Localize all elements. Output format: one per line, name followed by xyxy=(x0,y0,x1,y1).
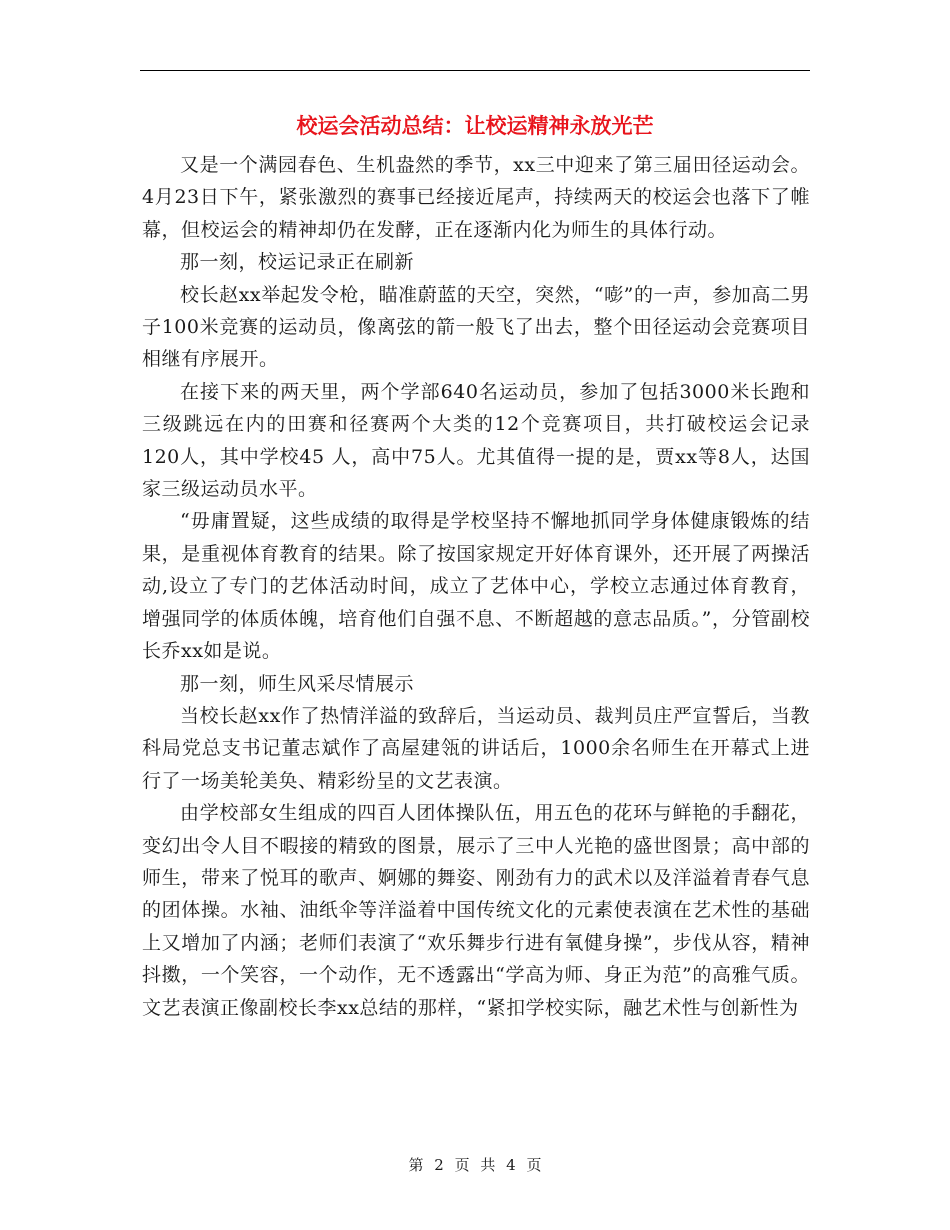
page-footer: 第 2 页 共 4 页 xyxy=(408,1156,542,1174)
paragraph-intro: 又是一个满园春色、生机盎然的季节，xx三中迎来了第三届田径运动会。4月23日下午，紧张激烈的赛事已经接近尾声，持续两天的校运会也落下了帷幕，但校运会的精神却仍在发酵，正在逐渐内化为师生的具体行动。 xyxy=(142,154,810,241)
paragraph-opening-ceremony: 当校长赵xx作了热情洋溢的致辞后，当运动员、裁判员庄严宣誓后，当教科局党总支书记董志斌作了高屋建瓴的讲话后，1000余名师生在开幕式上进行了一场美轮美奂、精彩纷呈的文艺表演。 xyxy=(142,704,810,792)
paragraph-results: 在接下来的两天里，两个学部640名运动员，参加了包括3000米长跑和三级跳远在内的田赛和径赛两个大类的12个竞赛项目，共打破校运会记录 120人，其中学校45 人，高中75人。尤其值得一提的是，贾xx等8人，达国家三级运动员水平。 xyxy=(142,380,810,501)
paragraph-art-performance: 由学校部女生组成的四百人团体操队伍，用五色的花环与鲜艳的手翻花，变幻出令人目不暇接的精致的图景，展示了三中人光艳的盛世图景；高中部的师生，带来了悦耳的歌声、婀娜的舞姿、刚劲有力的武术以及洋溢着青春气息的团体操。水袖、油纸伞等洋溢着中国传统文化的元素使表演在艺术性的基础上又增加了内涵；老师们表演了“欢乐舞步行进有氧健身操”，步伐从容，精神抖擞，一个笑容，一个动作，无不透露出“学高为师、身正为范”的高雅气质。文艺表演正像副校长李xx总结的那样，“紧扣学校实际，融艺术性与创新性为 xyxy=(142,802,810,1019)
document-body xyxy=(142,149,810,1024)
section-heading-records: 那一刻，校运记录正在刷新 xyxy=(180,251,415,274)
document-title: 校运会活动总结：让校运精神永放光芒 xyxy=(296,113,654,138)
header-rule xyxy=(140,70,810,71)
paragraph-race-start: 校长赵xx举起发令枪，瞄准蔚蓝的天空，突然，“嘭”的一声，参加高二男子100米竞赛的运动员，像离弦的箭一般飞了出去，整个田径运动会竞赛项目相继有序展开。 xyxy=(142,283,810,371)
section-heading-performance: 那一刻，师生风采尽情展示 xyxy=(180,672,415,695)
paragraph-quote: “毋庸置疑，这些成绩的取得是学校坚持不懈地抓同学身体健康锻炼的结果，是重视体育教育的结果。除了按国家规定开好体育课外，还开展了两操活动,设立了专门的艺体活动时间，成立了艺体中心，学校立志通过体育教育，增强同学的体质体魄，培育他们自强不息、不断超越的意志品质。”，分管副校长乔xx如是说。 xyxy=(142,510,810,663)
